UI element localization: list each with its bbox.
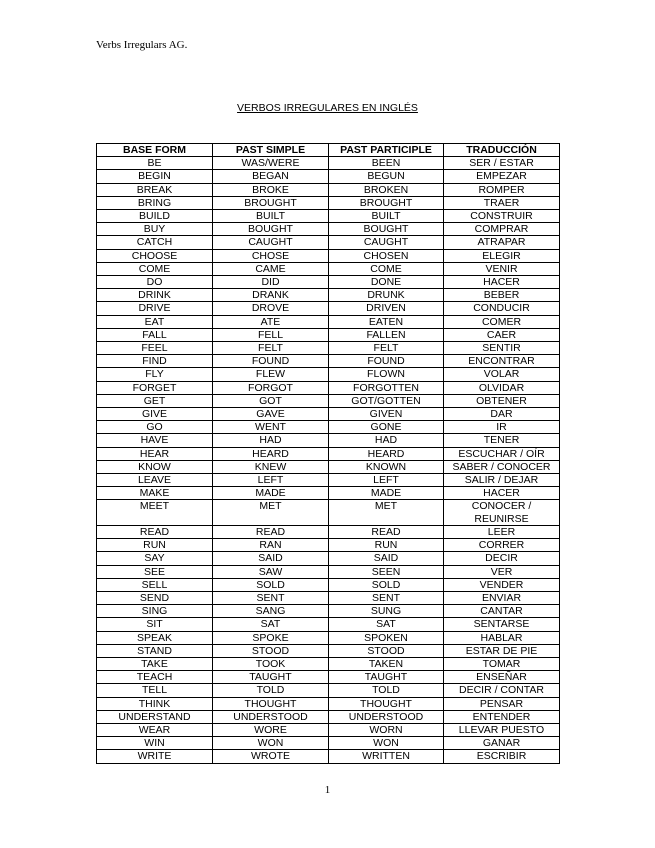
past-simple-cell: THOUGHT [213,697,329,710]
table-row [97,710,560,723]
past-participle-cell: SAID [329,552,444,565]
past-participle-cell: CHOSEN [329,249,444,262]
past-participle-cell: BUILT [329,210,444,223]
base-form-cell: BREAK [97,183,213,196]
past-simple-cell: READ [213,525,329,538]
past-participle-cell: BEGUN [329,170,444,183]
table-row [97,460,560,473]
past-simple-cell: DROVE [213,302,329,315]
past-simple-cell: GAVE [213,408,329,421]
past-simple-cell: MADE [213,487,329,500]
past-participle-cell: FOUND [329,355,444,368]
past-participle-cell: SUNG [329,605,444,618]
past-simple-cell: STOOD [213,644,329,657]
past-simple-cell: MET [213,500,329,525]
table-row [97,578,560,591]
past-participle-cell: WORN [329,723,444,736]
past-participle-cell: BEEN [329,157,444,170]
past-simple-cell: SPOKE [213,631,329,644]
past-simple-cell: WENT [213,421,329,434]
base-form-cell: WRITE [97,750,213,763]
table-row [97,474,560,487]
past-participle-cell: FORGOTTEN [329,381,444,394]
base-form-cell: HAVE [97,434,213,447]
past-simple-cell: WROTE [213,750,329,763]
irregular-verbs-table [96,143,560,764]
past-simple-cell: SAID [213,552,329,565]
traduccion-cell: HABLAR [444,631,560,644]
traduccion-cell: LLEVAR PUESTO [444,723,560,736]
past-participle-cell: GIVEN [329,408,444,421]
past-simple-cell: UNDERSTOOD [213,710,329,723]
table-row [97,223,560,236]
past-simple-cell: FORGOT [213,381,329,394]
table-row [97,565,560,578]
table-row [97,315,560,328]
base-form-cell: THINK [97,697,213,710]
table-row [97,355,560,368]
past-simple-cell: FOUND [213,355,329,368]
past-participle-cell: BOUGHT [329,223,444,236]
base-form-cell: BUILD [97,210,213,223]
base-form-cell: SPEAK [97,631,213,644]
past-simple-cell: DRANK [213,289,329,302]
past-participle-cell: FALLEN [329,328,444,341]
table-row [97,552,560,565]
traduccion-cell: VOLAR [444,368,560,381]
base-form-cell: GET [97,394,213,407]
past-participle-cell: FLOWN [329,368,444,381]
column-header-base-form: BASE FORM [97,144,213,157]
base-form-cell: SAY [97,552,213,565]
past-participle-cell: DRUNK [329,289,444,302]
past-simple-cell: SENT [213,591,329,604]
past-simple-cell: LEFT [213,474,329,487]
base-form-cell: GO [97,421,213,434]
base-form-cell: GIVE [97,408,213,421]
past-participle-cell: RUN [329,539,444,552]
traduccion-cell: DECIR [444,552,560,565]
past-simple-cell: SANG [213,605,329,618]
past-participle-cell: MADE [329,487,444,500]
traduccion-cell: ATRAPAR [444,236,560,249]
traduccion-cell: SER / ESTAR [444,157,560,170]
table-row [97,342,560,355]
table-row [97,618,560,631]
past-participle-cell: HEARD [329,447,444,460]
base-form-cell: FLY [97,368,213,381]
past-simple-cell: TOLD [213,684,329,697]
past-simple-cell: GOT [213,394,329,407]
traduccion-cell: CONSTRUIR [444,210,560,223]
base-form-cell: EAT [97,315,213,328]
traduccion-cell: TENER [444,434,560,447]
past-participle-cell: EATEN [329,315,444,328]
base-form-cell: FALL [97,328,213,341]
table-row [97,302,560,315]
past-participle-cell: READ [329,525,444,538]
column-header-past-simple: PAST SIMPLE [213,144,329,157]
traduccion-cell: ENVIAR [444,591,560,604]
base-form-cell: UNDERSTAND [97,710,213,723]
traduccion-cell: CORRER [444,539,560,552]
past-participle-cell: BROUGHT [329,196,444,209]
table-row [97,196,560,209]
traduccion-cell: OLVIDAR [444,381,560,394]
traduccion-cell: ENTENDER [444,710,560,723]
table-row [97,328,560,341]
base-form-cell: COME [97,262,213,275]
table-body [97,157,560,763]
base-form-cell: FEEL [97,342,213,355]
past-simple-cell: RAN [213,539,329,552]
past-participle-cell: SOLD [329,578,444,591]
traduccion-cell: ENSEÑAR [444,671,560,684]
table-row [97,210,560,223]
past-participle-cell: THOUGHT [329,697,444,710]
traduccion-cell: EMPEZAR [444,170,560,183]
table-row [97,289,560,302]
traduccion-cell: DECIR / CONTAR [444,684,560,697]
past-participle-cell: DRIVEN [329,302,444,315]
base-form-cell: FIND [97,355,213,368]
traduccion-cell: ESTAR DE PIE [444,644,560,657]
base-form-cell: TAKE [97,657,213,670]
page-number: 1 [324,784,331,796]
traduccion-cell: GANAR [444,737,560,750]
past-simple-cell: BEGAN [213,170,329,183]
table-row [97,249,560,262]
base-form-cell: SIT [97,618,213,631]
past-simple-cell: HAD [213,434,329,447]
base-form-cell: MEET [97,500,213,525]
table-row [97,447,560,460]
past-participle-cell: HAD [329,434,444,447]
traduccion-cell: ROMPER [444,183,560,196]
base-form-cell: RUN [97,539,213,552]
traduccion-cell: SENTIR [444,342,560,355]
table-row [97,631,560,644]
base-form-cell: SING [97,605,213,618]
table-row [97,276,560,289]
past-participle-cell: UNDERSTOOD [329,710,444,723]
past-simple-cell: FELT [213,342,329,355]
base-form-cell: MAKE [97,487,213,500]
past-simple-cell: BOUGHT [213,223,329,236]
past-participle-cell: LEFT [329,474,444,487]
past-simple-cell: CAUGHT [213,236,329,249]
table-row [97,657,560,670]
past-simple-cell: WAS/WERE [213,157,329,170]
traduccion-cell: BEBER [444,289,560,302]
base-form-cell: CHOOSE [97,249,213,262]
past-simple-cell: SOLD [213,578,329,591]
past-simple-cell: BROKE [213,183,329,196]
traduccion-cell: TRAER [444,196,560,209]
traduccion-cell: COMER [444,315,560,328]
traduccion-cell: CAER [444,328,560,341]
table-row [97,434,560,447]
table-row [97,381,560,394]
table-row [97,671,560,684]
traduccion-cell: SABER / CONOCER [444,460,560,473]
base-form-cell: SEND [97,591,213,604]
table-row [97,157,560,170]
past-simple-cell: TAUGHT [213,671,329,684]
base-form-cell: BEGIN [97,170,213,183]
traduccion-cell: TOMAR [444,657,560,670]
traduccion-cell: LEER [444,525,560,538]
base-form-cell: SEE [97,565,213,578]
past-participle-cell: CAUGHT [329,236,444,249]
past-simple-cell: HEARD [213,447,329,460]
past-simple-cell: FLEW [213,368,329,381]
base-form-cell: TEACH [97,671,213,684]
past-simple-cell: DID [213,276,329,289]
past-participle-cell: WON [329,737,444,750]
traduccion-cell: VENIR [444,262,560,275]
past-participle-cell: BROKEN [329,183,444,196]
past-participle-cell: MET [329,500,444,525]
table-row [97,539,560,552]
base-form-cell: FORGET [97,381,213,394]
base-form-cell: CATCH [97,236,213,249]
base-form-cell: KNOW [97,460,213,473]
table-row [97,421,560,434]
past-participle-cell: SPOKEN [329,631,444,644]
traduccion-cell: CONDUCIR [444,302,560,315]
column-header-traduccion: TRADUCCIÓN [444,144,560,157]
past-simple-cell: WORE [213,723,329,736]
table-row [97,605,560,618]
table-row [97,183,560,196]
traduccion-cell: ESCUCHAR / OÍR [444,447,560,460]
traduccion-cell: IR [444,421,560,434]
table-row [97,394,560,407]
base-form-cell: STAND [97,644,213,657]
traduccion-cell: ENCONTRAR [444,355,560,368]
table-row [97,262,560,275]
past-participle-cell: GOT/GOTTEN [329,394,444,407]
document-title: VERBOS IRREGULARES EN INGLÉS [237,102,418,114]
traduccion-cell: VER [444,565,560,578]
past-participle-cell: FELT [329,342,444,355]
table-row [97,591,560,604]
past-simple-cell: CHOSE [213,249,329,262]
past-simple-cell: CAME [213,262,329,275]
column-header-past-participle: PAST PARTICIPLE [329,144,444,157]
base-form-cell: WIN [97,737,213,750]
traduccion-cell: SENTARSE [444,618,560,631]
base-form-cell: SELL [97,578,213,591]
base-form-cell: DRINK [97,289,213,302]
past-simple-cell: BROUGHT [213,196,329,209]
table-row [97,170,560,183]
base-form-cell: DRIVE [97,302,213,315]
table-row [97,684,560,697]
past-simple-cell: ATE [213,315,329,328]
past-participle-cell: TAUGHT [329,671,444,684]
table-row [97,723,560,736]
traduccion-cell: HACER [444,487,560,500]
traduccion-cell: SALIR / DEJAR [444,474,560,487]
table-row [97,487,560,500]
traduccion-cell: VENDER [444,578,560,591]
page-header: Verbs Irregulars AG. [96,39,188,51]
traduccion-cell: CONOCER / REUNIRSE [444,500,560,525]
traduccion-cell: DAR [444,408,560,421]
table-row [97,236,560,249]
base-form-cell: HEAR [97,447,213,460]
table-row [97,750,560,763]
base-form-cell: WEAR [97,723,213,736]
past-participle-cell: TAKEN [329,657,444,670]
base-form-cell: TELL [97,684,213,697]
table-row [97,368,560,381]
traduccion-cell: HACER [444,276,560,289]
past-participle-cell: STOOD [329,644,444,657]
table-header-row [97,144,560,157]
base-form-cell: BE [97,157,213,170]
traduccion-cell: PENSAR [444,697,560,710]
past-simple-cell: SAT [213,618,329,631]
past-participle-cell: DONE [329,276,444,289]
past-simple-cell: WON [213,737,329,750]
traduccion-cell: ESCRIBIR [444,750,560,763]
table-row [97,737,560,750]
past-simple-cell: TOOK [213,657,329,670]
past-simple-cell: BUILT [213,210,329,223]
past-participle-cell: GONE [329,421,444,434]
base-form-cell: BUY [97,223,213,236]
traduccion-cell: OBTENER [444,394,560,407]
traduccion-cell: ELEGIR [444,249,560,262]
past-participle-cell: SEEN [329,565,444,578]
past-simple-cell: KNEW [213,460,329,473]
base-form-cell: LEAVE [97,474,213,487]
past-simple-cell: FELL [213,328,329,341]
base-form-cell: BRING [97,196,213,209]
table-row [97,408,560,421]
past-participle-cell: TOLD [329,684,444,697]
table-row [97,644,560,657]
past-participle-cell: SAT [329,618,444,631]
table-row [97,697,560,710]
traduccion-cell: CANTAR [444,605,560,618]
past-participle-cell: COME [329,262,444,275]
traduccion-cell: COMPRAR [444,223,560,236]
base-form-cell: DO [97,276,213,289]
past-participle-cell: SENT [329,591,444,604]
table-row [97,525,560,538]
past-participle-cell: WRITTEN [329,750,444,763]
past-simple-cell: SAW [213,565,329,578]
table-row [97,500,560,525]
base-form-cell: READ [97,525,213,538]
past-participle-cell: KNOWN [329,460,444,473]
